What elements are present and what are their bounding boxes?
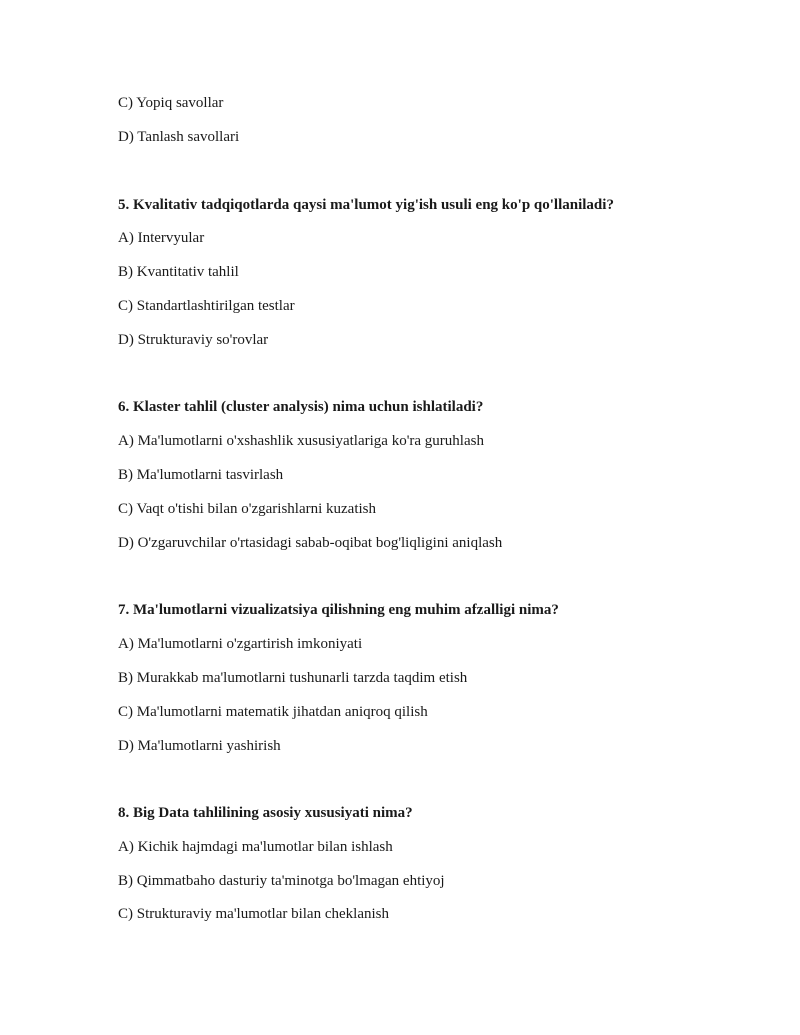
- option-5a: A) Intervyular: [118, 230, 205, 246]
- option-7d: D) Ma'lumotlarni yashirish: [118, 738, 281, 754]
- option-4c: C) Yopiq savollar: [118, 95, 224, 111]
- option-6c: C) Vaqt o'tishi bilan o'zgarishlarni kuzatish: [118, 501, 377, 517]
- question-7: 7. Ma'lumotlarni vizualizatsiya qilishning eng muhim afzalligi nima?: [118, 602, 559, 618]
- option-8b: B) Qimmatbaho dasturiy ta'minotga bo'lmagan ehtiyoj: [118, 873, 445, 889]
- option-5c: C) Standartlashtirilgan testlar: [118, 298, 295, 314]
- question-5: 5. Kvalitativ tadqiqotlarda qaysi ma'lumot yig'ish usuli eng ko'p qo'llaniladi?: [118, 197, 614, 213]
- option-5d: D) Strukturaviy so'rovlar: [118, 332, 269, 348]
- option-6a: A) Ma'lumotlarni o'xshashlik xususiyatlariga ko'ra guruhlash: [118, 433, 484, 449]
- question-6: 6. Klaster tahlil (cluster analysis) nima uchun ishlatiladi?: [118, 399, 484, 415]
- option-7a: A) Ma'lumotlarni o'zgartirish imkoniyati: [118, 636, 363, 652]
- option-4d: D) Tanlash savollari: [118, 129, 240, 145]
- option-7c: C) Ma'lumotlarni matematik jihatdan aniqroq qilish: [118, 704, 428, 720]
- option-7b: B) Murakkab ma'lumotlarni tushunarli tarzda taqdim etish: [118, 670, 468, 686]
- option-8c: C) Strukturaviy ma'lumotlar bilan cheklanish: [118, 906, 389, 922]
- option-5b: B) Kvantitativ tahlil: [118, 264, 239, 280]
- option-6d: D) O'zgaruvchilar o'rtasidagi sabab-oqibat bog'liqligini aniqlash: [118, 535, 503, 551]
- question-8: 8. Big Data tahlilining asosiy xususiyati nima?: [118, 805, 413, 821]
- option-6b: B) Ma'lumotlarni tasvirlash: [118, 467, 284, 483]
- option-8a: A) Kichik hajmdagi ma'lumotlar bilan ishlash: [118, 839, 393, 855]
